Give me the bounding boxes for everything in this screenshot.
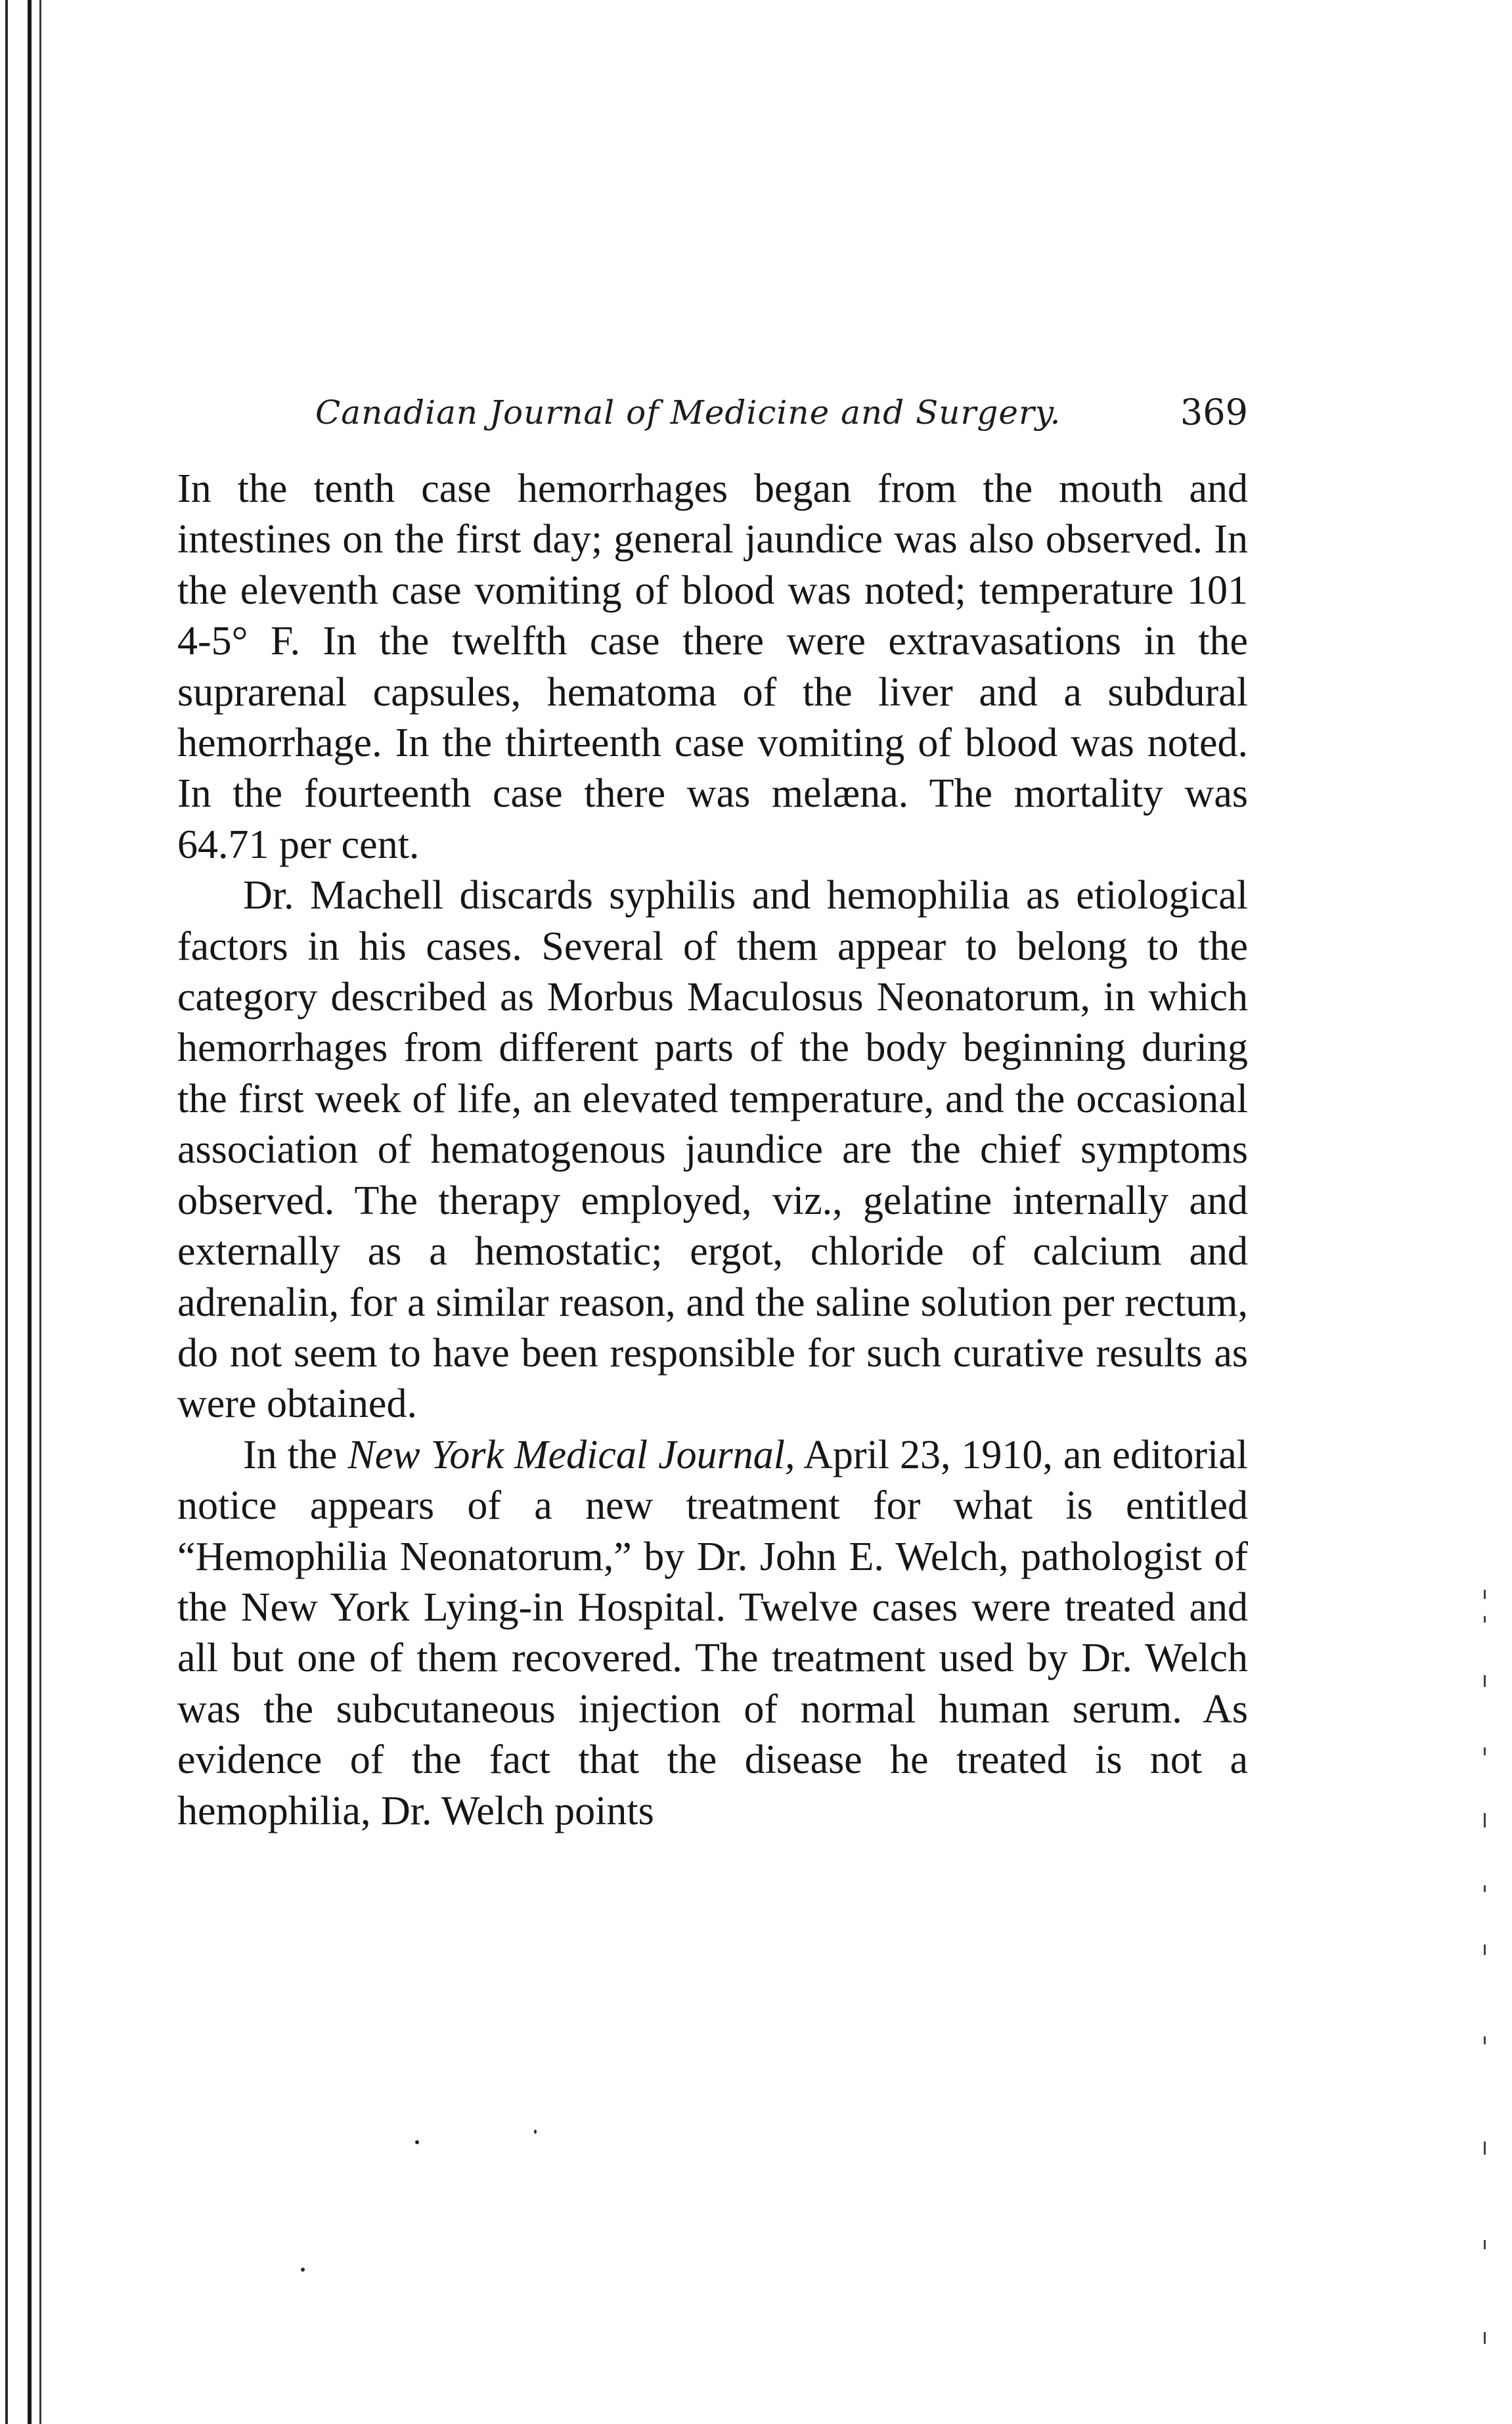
edge-mark	[1484, 2240, 1486, 2249]
page-number: 369	[1180, 392, 1248, 433]
binding-rule	[28, 0, 32, 2424]
journal-title-citation: New York Medical Journal,	[347, 1432, 795, 1477]
edge-mark	[1484, 1747, 1486, 1755]
edge-mark	[1484, 1944, 1486, 1955]
edge-mark	[1484, 2142, 1486, 2155]
journal-running-title: Canadian Journal of Medicine and Surgery.	[315, 393, 1061, 432]
edge-mark	[1484, 1675, 1486, 1687]
binding-rule	[39, 0, 41, 2424]
page-edge-marks	[1481, 1577, 1489, 2417]
paragraph-welch-body: April 23, 1910, an editorial notice appears of a new treatment for what is entitled “Hemophilia Neonatorum,” by Dr. John E. Welch, pathologist of the New York Lying-in Hospital. Twelve cases were treated and all but one of them recovered. The treatment used by Dr. Welch was the subcutaneous injection of normal human serum. As evidence of the fact that the disease he treated is not a hemophilia, Dr. Welch points	[177, 1432, 1249, 1833]
edge-mark	[1484, 1813, 1486, 1828]
paragraph-machell: Dr. Machell discards syphilis and hemophilia as etiological factors in his cases. Several of them appear to belong to the category described as Morbus Maculosus Neonatorum, in which hemorrhages from different parts of the body beginning during the first week of life, an elevated temperature, and the occasional association of hematogenous jaundice are the chief symptoms observed. The therapy employed, viz., gelatine internally and externally as a hemostatic; ergot, chloride of calcium and adrenalin, for a similar reason, and the saline solution per rectum, do not seem to have been responsible for such curative results as were obtained.	[177, 873, 1248, 1427]
print-speck	[301, 2268, 305, 2272]
binding-rule	[5, 0, 8, 2424]
print-speck	[534, 2130, 537, 2134]
running-head	[177, 386, 1248, 439]
edge-mark	[1484, 1885, 1486, 1892]
paragraph-welch	[177, 1430, 1248, 1837]
edge-mark	[1484, 1616, 1486, 1623]
paragraph-tenth-case: In the tenth case hemorrhages began from the mouth and intestines on the first day; general jaundice was also observed. In the eleventh case vomiting of blood was noted; temperature 101 4-5° F. In the twelfth case there were extravasations in the suprarenal capsules, hematoma of the liver and a subdural hemorrhage. In the thirteenth case vomiting of blood was noted. In the fourteenth case there was melæna. The mortality was 64.71 per cent.	[177, 466, 1248, 867]
paragraph-welch-lead: In the	[243, 1432, 348, 1477]
article-body	[177, 464, 1248, 1837]
edge-mark	[1484, 1590, 1486, 1599]
edge-mark	[1484, 2332, 1486, 2344]
edge-mark	[1484, 2036, 1486, 2044]
print-speck	[415, 2140, 419, 2144]
page-binding-edge	[0, 0, 46, 2424]
